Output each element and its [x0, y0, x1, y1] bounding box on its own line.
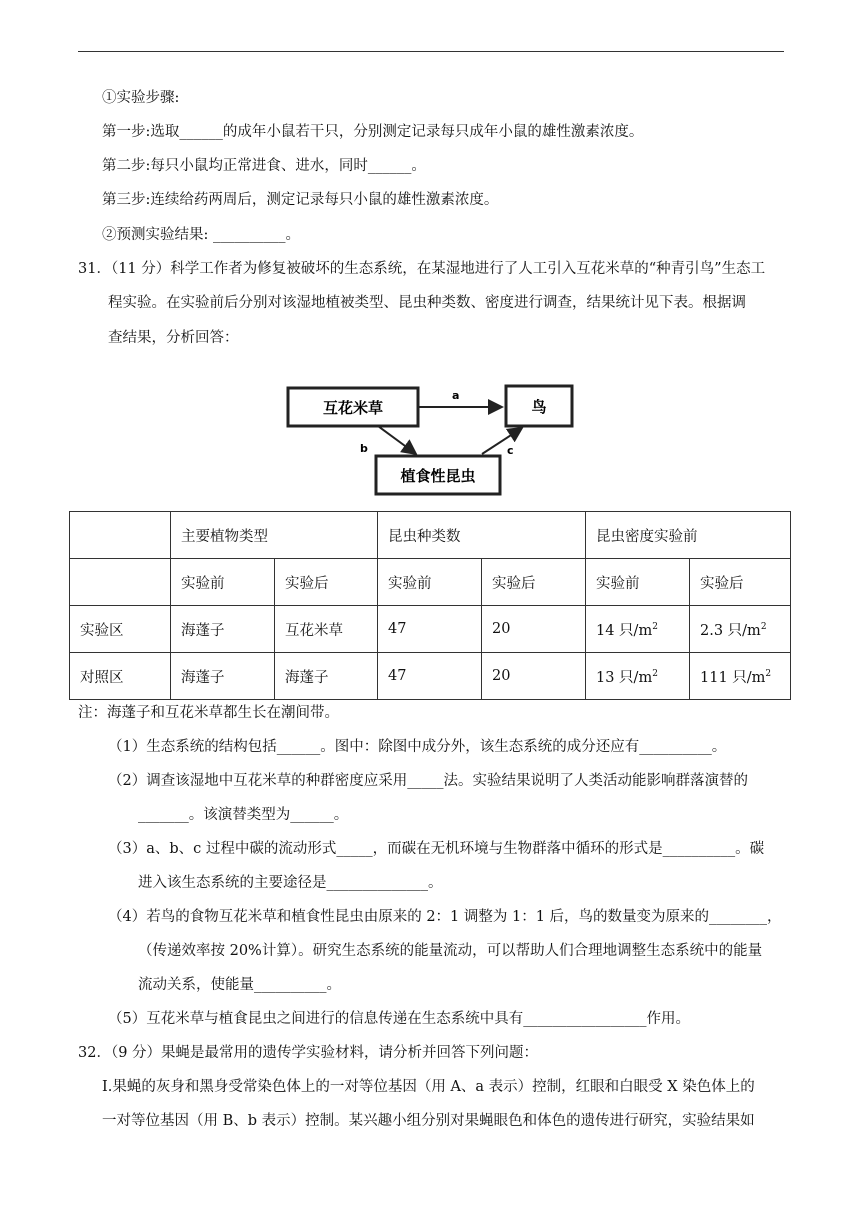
- arrow-b: [378, 426, 416, 454]
- part-4-line2: （传递效率按 20%计算）。研究生态系统的能量流动，可以帮助人们合理地调整生态系统中的能量: [138, 943, 763, 959]
- header-insect-species: 昆虫种类数: [378, 512, 586, 559]
- label-b: b: [360, 442, 368, 455]
- sub-before: 实验前: [586, 559, 690, 606]
- sub-before: 实验前: [378, 559, 482, 606]
- step-two: 第二步:每只小鼠均正常进食、进水，同时______。: [102, 158, 426, 174]
- sub-before: 实验前: [171, 559, 275, 606]
- cell: 互花米草: [275, 606, 378, 653]
- predicted-result: ②预测实验结果: __________。: [102, 227, 300, 243]
- part-4-line3: 流动关系，使能量__________。: [138, 977, 341, 993]
- sub-after: 实验后: [482, 559, 586, 606]
- cell: 海蓬子: [275, 653, 378, 700]
- cell: 47: [378, 653, 482, 700]
- part-4-line1: （4）若鸟的食物互花米草和植食性昆虫由原来的 2：1 调整为 1：1 后，鸟的数量变为原来的________，: [108, 909, 782, 925]
- question-31-line2: 程实验。在实验前后分别对该湿地植被类型、昆虫种类数、密度进行调查，结果统计见下表。根据调: [108, 295, 746, 311]
- cell: 海蓬子: [171, 653, 275, 700]
- part-5: （5）互花米草与植食昆虫之间进行的信息传递在生态系统中具有_________________作用。: [108, 1011, 690, 1027]
- cell-density: 2.3 只$/m^2$: [690, 606, 791, 653]
- header-rule: [78, 51, 784, 52]
- cell: 47: [378, 606, 482, 653]
- table-row: [70, 606, 791, 653]
- sub-after: 实验后: [275, 559, 378, 606]
- part-3-line2: 进入该生态系统的主要途径是______________。: [138, 875, 443, 891]
- cell: 20: [482, 653, 586, 700]
- part-1: （1）生态系统的结构包括______。图中：除图中成分外，该生态系统的成分还应有__________。: [108, 739, 727, 755]
- question-32-line2: 一对等位基因（用 B、b 表示）控制。某兴趣小组分别对果蝇眼色和体色的遗传进行研究，实验结果如: [102, 1113, 755, 1129]
- table-corner: [70, 512, 171, 559]
- header-insect-density: 昆虫密度实验前: [586, 512, 791, 559]
- sub-after: 实验后: [690, 559, 791, 606]
- cell-density: 111 只$/m^2$: [690, 653, 791, 700]
- table-row: [70, 653, 791, 700]
- question-32: 32．（9 分）果蝇是最常用的遗传学实验材料，请分析并回答下列问题：: [78, 1045, 539, 1061]
- plant-label: 互花米草: [322, 399, 384, 417]
- question-32-line1: I.果蝇的灰身和黑身受常染色体上的一对等位基因（用 A、a 表示）控制，红眼和白眼受 X 染色体上的: [102, 1079, 755, 1095]
- table-note: 注：海蓬子和互花米草都生长在潮间带。: [78, 705, 339, 721]
- cell-density: 13 只$/m^2$: [586, 653, 690, 700]
- table-subheader-row: [70, 559, 791, 606]
- cell-density: 14 只$/m^2$: [586, 606, 690, 653]
- part-2-line2: _______。该演替类型为______。: [138, 807, 349, 823]
- part-3-line1: （3）a、b、c 过程中碳的流动形式_____，而碳在无机环境与生物群落中循环的形式是__________。碳: [108, 841, 765, 857]
- survey-table: [69, 511, 791, 700]
- question-31-line1: 31．（11 分）科学工作者为修复被破坏的生态系统，在某湿地进行了人工引入互花米草的“种青引鸟”生态工: [78, 261, 766, 277]
- header-plant-type: 主要植物类型: [171, 512, 378, 559]
- insect-label: 植食性昆虫: [400, 467, 476, 485]
- cell: 海蓬子: [171, 606, 275, 653]
- food-web-diagram: [286, 378, 576, 498]
- part-2-line1: （2）调查该湿地中互花米草的种群密度应采用_____法。实验结果说明了人类活动能影响群落演替的: [108, 773, 748, 789]
- step-heading: ①实验步骤:: [102, 90, 180, 106]
- question-31-line3: 查结果，分析回答：: [108, 330, 239, 346]
- step-three: 第三步:连续给药两周后，测定记录每只小鼠的雄性激素浓度。: [102, 192, 499, 208]
- cell: 20: [482, 606, 586, 653]
- row-label: 实验区: [70, 606, 171, 653]
- bird-label: 鸟: [531, 398, 547, 416]
- step-one: 第一步:选取______的成年小鼠若干只，分别测定记录每只成年小鼠的雄性激素浓度。: [102, 124, 644, 140]
- label-a: a: [452, 389, 460, 402]
- label-c: c: [507, 444, 514, 457]
- row-label: 对照区: [70, 653, 171, 700]
- table-header-row: [70, 512, 791, 559]
- arrow-c: [482, 428, 522, 454]
